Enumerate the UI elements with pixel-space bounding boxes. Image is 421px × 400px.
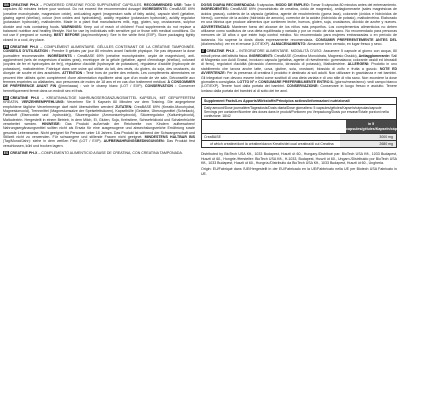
label-body: Per la presenza di creatina il prodotto è destinato ai soli adulti. Non utilizzare in gravidanza e nei bambini. Gli integratori non devono essere intesi come sostituti di una dieta variata e di uno stile di vita sano. Non eccedere la dose giornaliera consigliata. (201, 71, 397, 84)
label-body: Prendre 5 gélules par jour 80 minutes avant l'activité physique. Ne pas dépasser la dose journalière recommandée. (3, 49, 195, 58)
language-badge: FR (3, 45, 9, 50)
language-badge: IT (201, 49, 205, 54)
label-heading: RECOMMENDED USE: (143, 3, 183, 7)
section-text (3, 96, 195, 148)
label-body: CreaBASE (Creatina Monoidrata, Magnesio Ossido), (273, 53, 359, 58)
label-body: Das Produkt fest verschlossen, kühl und trocken lagern. (3, 139, 195, 148)
label-body: CreaBASE 69% (créatine monohydratée, oxyde de magnésium), anti-agglomérant (sels de magnésium d'acides gras), enveloppe de la gélule (gélatine, agent d'enrobage (shellac), colorant (oxydes de fer et hydroxydes de fer)), régulateur d'acidité (hydroxyde de potassium), régulateur d'acidité (hydroxyde de potassium), maltodextrine. Fabriqué dans une usine qui utilise du lait, des œufs, du gluten, du soja, des crustacés, du dioxyde de soufre et des arachides. (3, 53, 196, 76)
section-text (201, 3, 397, 46)
ingredient-name: of which creatine/dont la créatine/davon Kreatin/del cual creatina/di cui Creatina (210, 142, 334, 147)
supplement-facts-column-header (202, 120, 421, 134)
label-body: – KREATINHALTIGE NAHRUNGSERGÄNZUNGSMITTEL KAPSELN, MIT GEPUFFERTEM KREATIN. (3, 95, 196, 105)
label-heading: ATTENTION : (62, 71, 85, 76)
label-body: e (254, 79, 259, 84)
label-heading: HINWEISE: (41, 121, 61, 126)
label-section (3, 96, 195, 148)
label-body: Das Produkt außerhalb der Reichweite von Kindern aufbewahren! Nahrungsergänzungsmittel sollten nicht als Ersatz für eine ausgewogene und abwechslungsreiche Ernährung sowie gesunde Lebensweise. Nicht geeignet für Personen unter 18 Jahren. Das Produkt ist während der Schwangerschaft und Stillzeit nicht zu verwenden. Für schwangere und stillende Frauen nicht geeignet. (3, 121, 195, 139)
label-heading: MODO DE EMPLEO: (275, 3, 310, 7)
label-heading: MINDESTENS HALTBAR BIS (144, 134, 195, 139)
label-heading: CONSEILS D'UTILISATION : (3, 49, 51, 54)
language-badge: ES (3, 151, 9, 155)
label-heading: Antiagglomerante: (358, 53, 391, 58)
label-heading: DOSIS DIARIA RECOMENDADA: (201, 3, 256, 7)
label-heading: ALLERGENI: (347, 62, 370, 67)
ingredient-amount: 2680 mg (340, 141, 396, 147)
label-heading: INGREDIENTS: (142, 7, 168, 12)
label-body: Sali di Magnesio con Acidi Grassi, involucro capsula (gelatina, agente di rivestimento: gommalacca; colorante ossidi ed idrossidi di ferro), regolatori d'acidità (idrossido d'ammonio, idrossido di potassio), Maltodestrine. (201, 53, 398, 67)
label-body: Mantener fuera del alcance de los niños más pequeños. Los complementos alimenticios no deben utilizarse como sustitutos de una dieta equilibrada y variada y por un modo de vida sano. No recomendado para personas menores de 18 años o que estén bajo control médico. No recomendado para mujeres embarazadas o en período de lactancia. No superar la dosis diaria expresamente recomendada. (201, 24, 397, 42)
label-heading: CREATINE PH-X (10, 3, 39, 7)
label-body: CreaBASE 69% (creatine monohydrate, magnesium oxide), anti-caking agent (magnesium salts of fatty acids), capsule shell (gelatine, glazing agent (shellac), colour (iron oxides and hydroxides)), acidity regulator (potassium hydroxide), acidity regulator (potassium hydroxide), maltodextrin. Made in a plant that manufactures milk, egg, gluten, soy, crustaceans, sulphur dioxide and nuts containing foods. (3, 7, 195, 29)
right-sections (201, 3, 397, 93)
right-column (199, 3, 421, 400)
supplement-facts-heading: Supplement Facts/Les Apports/Wirkstoffe/Principios activos/Informazioni nutrizionali (202, 98, 396, 105)
label-body: Almacenar bien cerrado, en lugar fresco y seco. (306, 42, 383, 47)
distributor-paragraph: Distributed by BioTech USA Kft., 1033 Budapest, Huszti út 60., Hungary./Distribué par: BioTech USA Kft., 1033 Budapest, Huszti út 60., Hongrie./Hersteller: BioTech USA Kft., H-1033, Budapest, Huszti út 60., Ungarn./Distribuido por BioTech USA Kft., 1033 Budapest, Huszti út 60., Hungría./Distribuito da BioTech USA Kft., 1033 Budapest, Huszti út 60., Ungheria. (201, 152, 397, 166)
label-heading: AUFBEWAHRUNGSBEDINGUNGEN: (103, 139, 165, 144)
label-heading: VERZEHREMPFEHLUNG: (21, 100, 65, 105)
label-body: – COMPLÉMENT ALIMENTAIRE. GÉLULES CONTENANT DE LA CRÉATINE TAMPONNÉE. (38, 45, 196, 50)
language-badge: DE (3, 95, 9, 100)
label-heading: CONSERVATION : (145, 84, 177, 89)
label-section (3, 3, 195, 42)
label-body: Verzehren Sie 5 Kapseln 80 Minuten vor dem Training. Die angegebene empfohlene tägliche Verzehrmenge darf nicht überschritten werden! (3, 100, 195, 109)
label-body: 5 cápsulas. (255, 3, 276, 7)
label-heading: CREATINE PH-X (10, 151, 38, 155)
language-badge: GB (3, 3, 9, 7)
distributor-paragraph: Origin: EU/Fabriqué dans l'UE/Hergestellt in der EU/Fabricado en la UE/Fabbricato nella UE per Biotech USA Fabricato in UE. (201, 167, 397, 176)
section-text (3, 151, 195, 155)
label-body: CreaBASE 69% (Kreatin-Monohydrat, Magnesiumoxid), Trennmittel (Magnesiumsalze der Speisefettsäuren), Kapselhülle (Gelatine, Überzugsmittel (Schellack), Farbstoff (Eisenoxide und -hydroxide)), Säureregulator (Ammoniumhydroxid), Säureregulator (Kaliumhydroxid), Maltodextrin. Hergestellt in einem Betrieb, in dem Milch, Ei, Gluten, Soja, Krebstiere, Schwefeldioxid und Schalenfrüchte verarbeitet werden. (3, 104, 195, 126)
label-body: Conservare in luogo fresco e asciutto. Tenere lontano dalla portata dei bambini al di sotto dei tre anni. (201, 84, 397, 93)
label-body: Take 5 capsules 80 minutes before your workout. Do not exceed the recommended dosage! (3, 3, 195, 12)
label-heading: À CONSOMMER DE PRÉFÉRENCE AVANT FIN (3, 79, 196, 89)
label-body: CreaBASE 69% (monohidrato de creatina, óxido de magnesio), antiaglomerante (sales magnésicas de ácidos grasos), cubierta de la cápsula (gelatina, agente de recubrimiento (goma laca), colorante (óxidos e hidróxidos de hierro)), corrector de la acidez (hidróxido de amonio), corrector de la acidez (hidróxido de potasio), maltodextrina. Elaborado en una fábrica que produce alimentos que contienen leche, huevos, gluten, soja, crustáceos, dióxido de azufre y nueces. (201, 7, 397, 25)
left-column (3, 3, 199, 400)
label-heading: CREATINE PH-X (10, 45, 39, 50)
section-text (3, 45, 195, 93)
supplement-facts-table (201, 97, 421, 149)
label-heading: CONSUMIR PREFERENTEMENTE ANTES DEL (315, 37, 398, 42)
table-row (202, 134, 396, 141)
daily-amount: Daily amount/Dose journalière/Tagesdosis/Dosis diaria/Dose giornaliera: 5 capsules/gélules/Kapseln/cápsulas/capsule (204, 106, 382, 111)
label-body: – COMPLEMENTO ALIMENTICIO A BASE DE CREATINA, CON CREATINA TAMPONADA. (37, 151, 183, 155)
label-heading: CREATINE PH-X (206, 49, 235, 54)
label-body: – POWDERED CREATINE FOOD SUPPLEMENT CAPSULES. (38, 3, 144, 7)
label-body: Conserver hermétiquement fermé dans un endroit sec et frais. (3, 84, 195, 93)
label-heading: ALMACENAMIENTO: (271, 42, 307, 47)
label-heading: ZUTATEN: (115, 104, 133, 109)
label-body: Tenir hors de portée des enfants. Les compléments alimentaires ne peuvent être utilisés qu'en complément d'une alimentation équilibrée ainsi que d'un mode de vie sain. Déconseillé aux femmes enceintes ou allaitantes, aux personnes de moins de 18 ans et en cas d'un traitement médical. (3, 71, 195, 84)
label-heading: ADVERTENCIAS: (201, 24, 231, 29)
label-body: (jj/mm/aaaa) : voir le champ blanc (LOT / EXP). (56, 84, 145, 89)
label-heading: INGREDIENTES: (201, 7, 229, 12)
label-body: Keep out of reach of children! Food supplements do not replace a balanced nutrition and healthy lifestyle. Not for use by individuals with sensitive gut or those with medical conditions. Do not use if pregnant or nursing. (3, 24, 195, 38)
label-section (3, 151, 195, 155)
section-text (201, 49, 397, 92)
column-spacer (202, 120, 346, 133)
quantity-column-header: in 5 capsules/gélules/Kapseln/cápsulas/capsule (346, 120, 396, 133)
label-section (201, 3, 397, 46)
label-heading: INGREDIENTI: (249, 53, 274, 58)
label-body: – INTEGRATORE ALIMENTARE. MODALITÀ D'USO: Assumere 5 capsule al giorno con acqua, 80 minuti prima dell'attività fisica. (201, 49, 397, 58)
section-text (3, 3, 195, 42)
ingredient-amount: 3000 mg (340, 134, 396, 140)
label-section (201, 49, 397, 92)
label-body: Prodotto in uno stabilimento che lavora anche latte, uova, glutine, soia, crostacei, biossido di zolfo e frutta a guscio. (201, 62, 397, 71)
label-heading: CONSERVAZIONE: (286, 84, 319, 89)
label-body: Tomar 5 cápsulas 80 minutos antes del entrenamiento. (309, 3, 397, 7)
distributor-info (201, 152, 397, 176)
serving-size (202, 105, 396, 120)
label-body: (giorno/mese/anno): vedi campo bianco (LOT/EXP). Tenere fuori dalla portata dei bambini. (201, 79, 398, 89)
label-heading: INGRÉDIENTS : (47, 53, 76, 58)
label-body: (Tag/Monat/Jahr): siehe in dem weißen Feld (LOT / EXP). (3, 139, 104, 144)
label-body: (día/mes/año): ver en el envase (LOT/EXP). (201, 42, 272, 47)
label-heading: CREATINE PH-X (10, 95, 40, 100)
ingredient-name: CreaBASE (204, 135, 221, 140)
table-row (202, 141, 396, 147)
supplement-facts-rows (202, 134, 396, 147)
label-body: (day/month/year): See in the white field (EXP). Store packaging tightly closed in a cool, dry place. (3, 33, 195, 42)
label-heading: LOTTO N° (237, 79, 255, 84)
label-section (3, 45, 195, 93)
label-heading: WARNINGS: (61, 24, 83, 29)
label-heading: BEST BEFORE (53, 33, 80, 38)
servings-per-container: Servings per container/Nombre des doses dans le produit/Portionen pro Verpackung/Dosis por envase/Totale porzioni nella confezione: 18/42 (204, 110, 389, 119)
label-heading: CONSUMARE PREFERIBILMENTE ENTRO IL (258, 79, 334, 84)
label-heading: NOTE ED AVVERTENZE: (201, 66, 398, 76)
